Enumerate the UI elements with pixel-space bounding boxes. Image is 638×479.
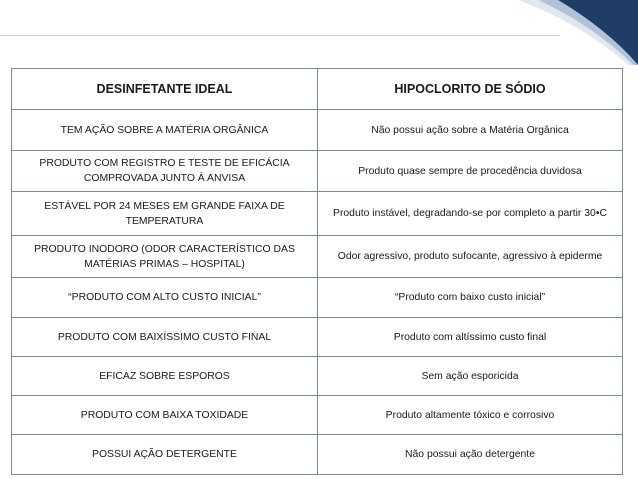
ideal-cell: PRODUTO COM REGISTRO E TESTE DE EFICÁCIA COMPROVADA JUNTO À ANVISA — [12, 151, 318, 192]
ideal-cell: POSSUI AÇÃO DETERGENTE — [12, 435, 318, 475]
table-row — [12, 357, 623, 396]
header-sodium-hypochlorite: HIPOCLORITO DE SÓDIO — [318, 69, 623, 110]
hypochlorite-cell: Odor agressivo, produto sufocante, agressivo à epiderme — [318, 236, 623, 278]
table-row — [12, 192, 623, 236]
hypochlorite-cell: Produto altamente tóxico e corrosivo — [318, 396, 623, 435]
ideal-cell: “PRODUTO COM ALTO CUSTO INICIAL” — [12, 278, 318, 318]
ideal-cell: EFICAZ SOBRE ESPOROS — [12, 357, 318, 396]
top-decorative-line — [0, 35, 560, 36]
table-row — [12, 110, 623, 151]
table-row — [12, 278, 623, 318]
table-row — [12, 151, 623, 192]
ideal-cell: PRODUTO INODORO (ODOR CARACTERÍSTICO DAS MATÉRIAS PRIMAS – HOSPITAL) — [12, 236, 318, 278]
hypochlorite-cell: Produto com altíssimo custo final — [318, 318, 623, 357]
ideal-cell: PRODUTO COM BAIXA TOXIDADE — [12, 396, 318, 435]
hypochlorite-cell: Produto instável, degradando-se por completo a partir 30•C — [318, 192, 623, 236]
table-row — [12, 236, 623, 278]
hypochlorite-cell: Não possui ação detergente — [318, 435, 623, 475]
ideal-cell: ESTÁVEL POR 24 MESES EM GRANDE FAIXA DE TEMPERATURA — [12, 192, 318, 236]
table-row — [12, 318, 623, 357]
header-ideal-disinfectant: DESINFETANTE IDEAL — [12, 69, 318, 110]
table-row — [12, 435, 623, 475]
table-header-row — [12, 69, 623, 110]
hypochlorite-cell: “Produto com baixo custo inicial” — [318, 278, 623, 318]
corner-decoration-icon — [518, 0, 638, 65]
ideal-cell: TEM AÇÃO SOBRE A MATÉRIA ORGÂNICA — [12, 110, 318, 151]
comparison-table — [11, 68, 623, 475]
hypochlorite-cell: Sem ação esporicida — [318, 357, 623, 396]
table-row — [12, 396, 623, 435]
ideal-cell: PRODUTO COM BAIXÍSSIMO CUSTO FINAL — [12, 318, 318, 357]
hypochlorite-cell: Não possui ação sobre a Matéria Orgânica — [318, 110, 623, 151]
hypochlorite-cell: Produto quase sempre de procedência duvidosa — [318, 151, 623, 192]
